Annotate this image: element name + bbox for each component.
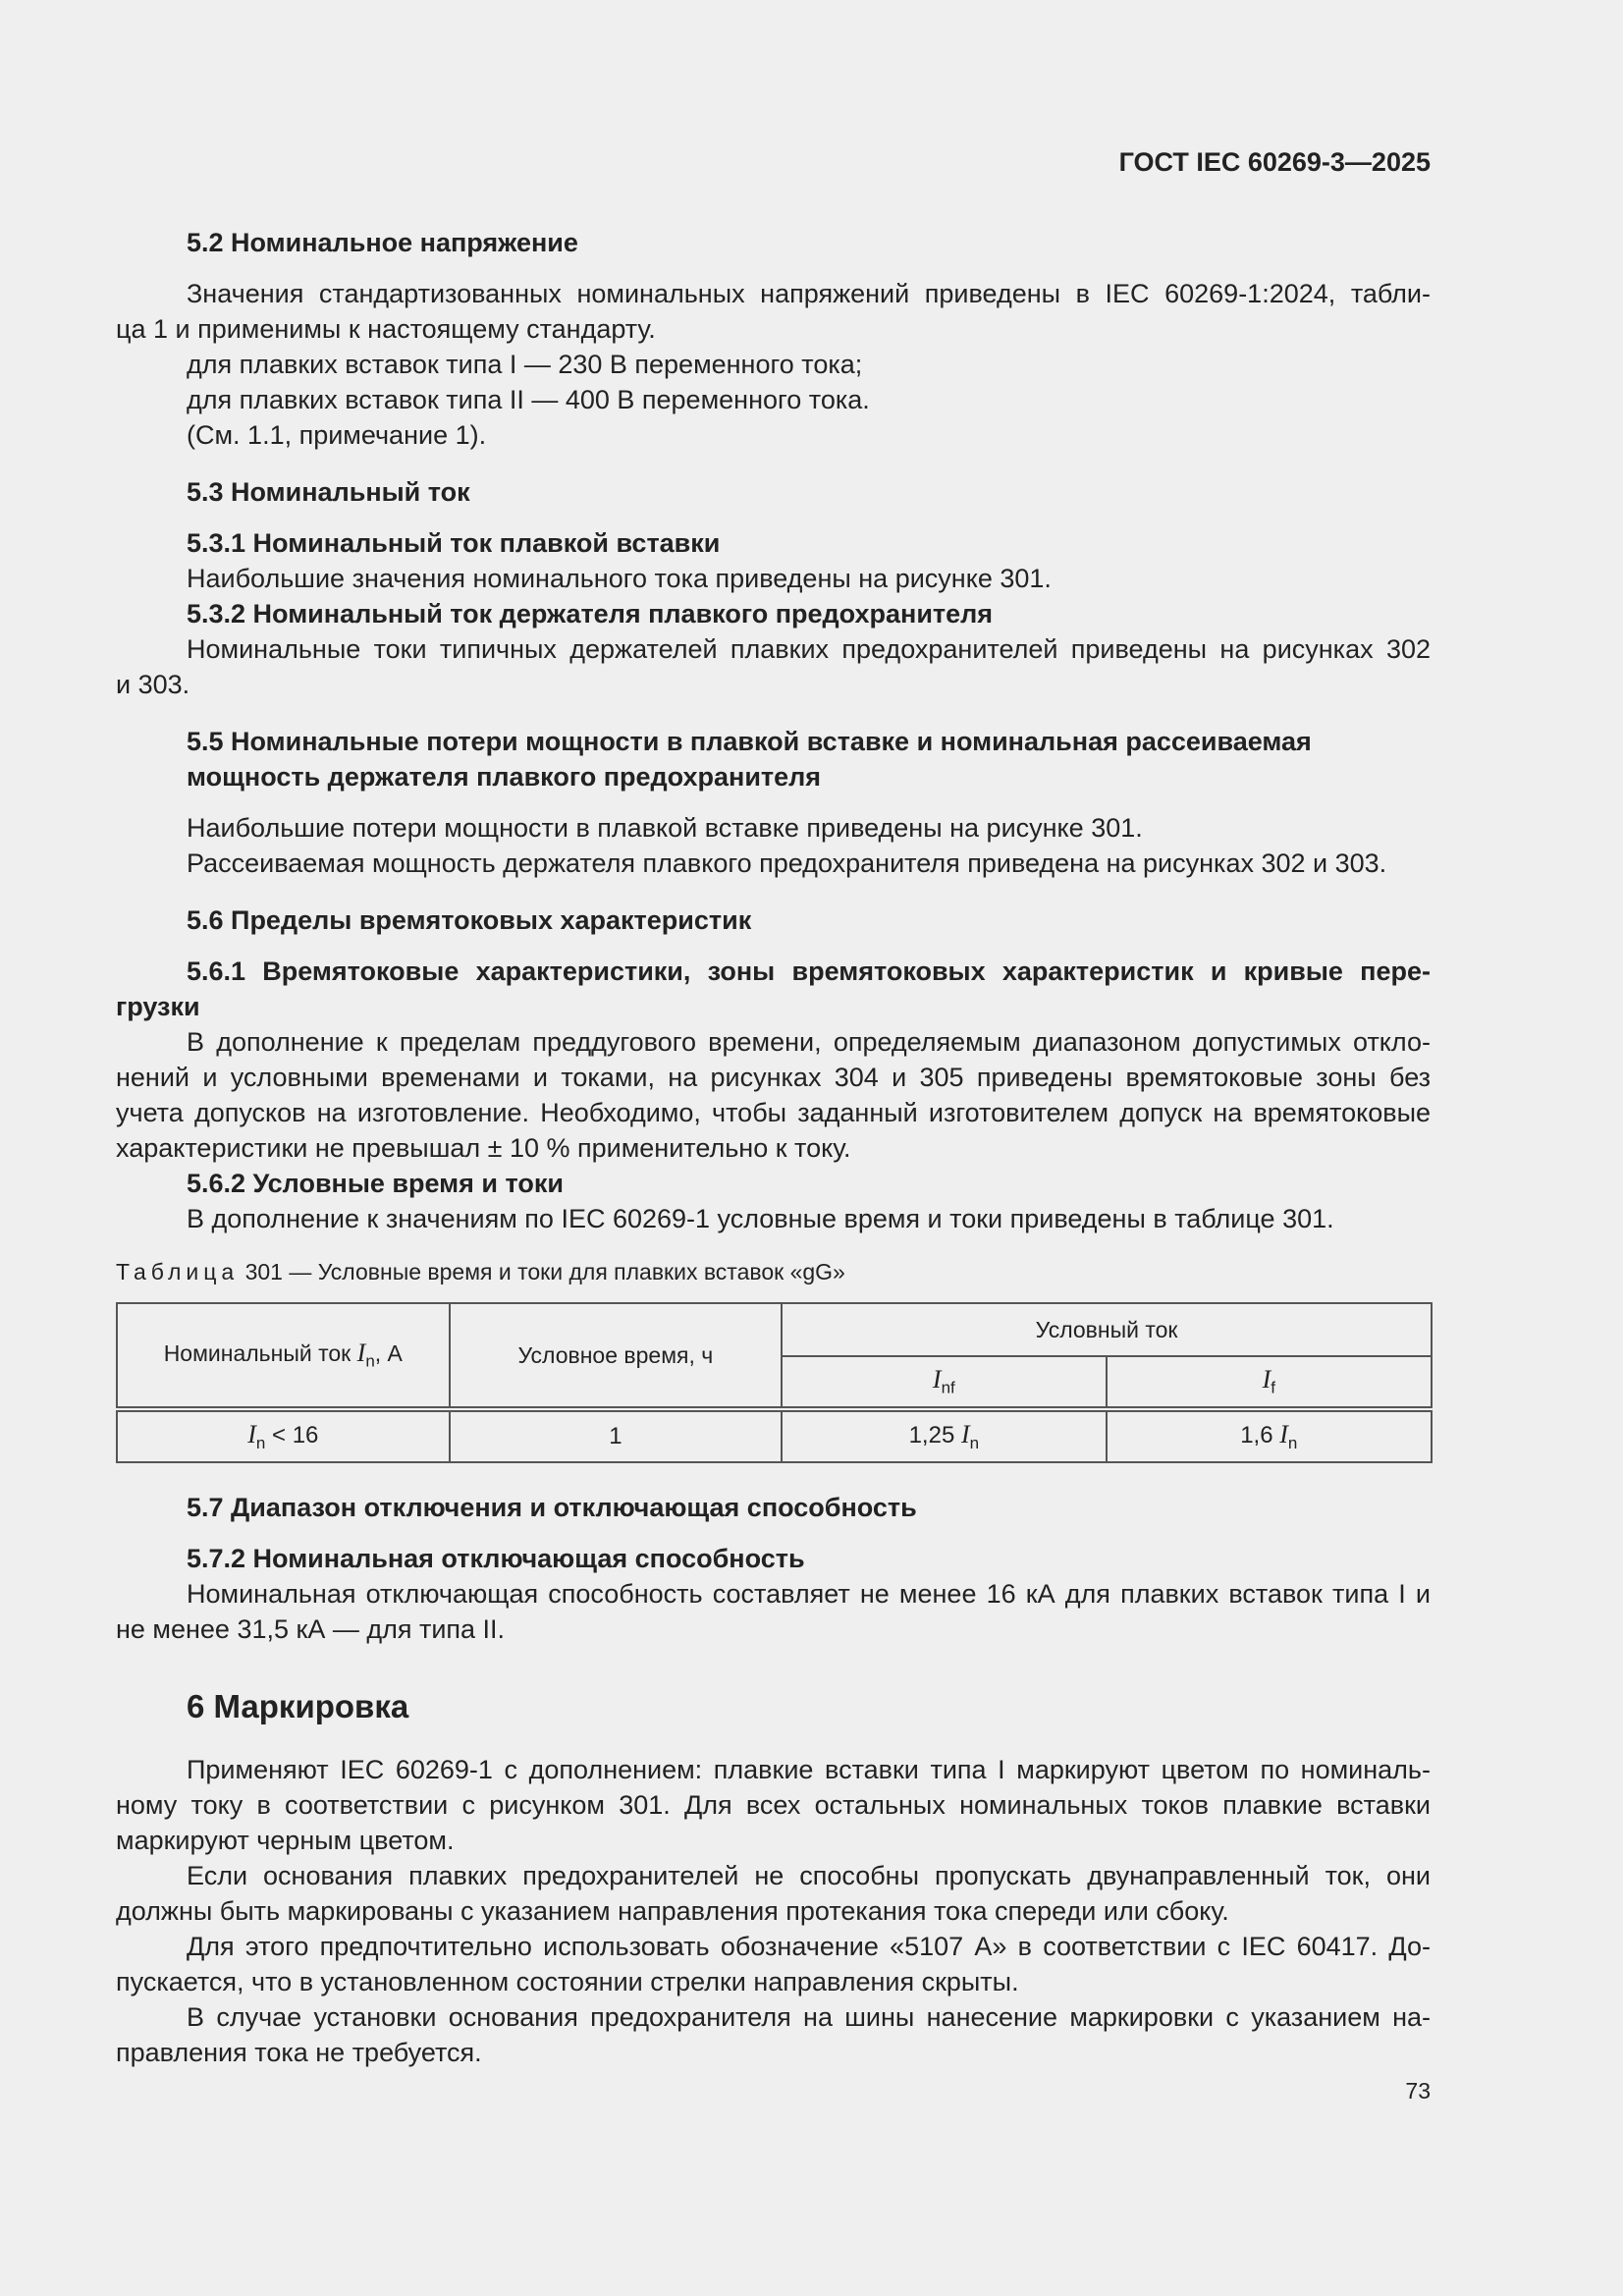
section-5-2-para-line1: Значения стандартизованных номинальных напряжений приведены в IEC 60269-1:2024, табли- bbox=[187, 279, 1431, 308]
cell-rated-current-value: < 16 bbox=[265, 1422, 319, 1449]
section-5-7-2-text-line1: Номинальная отключающая способность составляет не менее 16 кА для плавких вставок типа I и bbox=[187, 1579, 1431, 1609]
section-5-7-2-text-line2: не менее 31,5 кА — для типа II. bbox=[116, 1614, 506, 1644]
section-5-2-note: (См. 1.1, примечание 1). bbox=[187, 420, 487, 450]
page-number: 73 bbox=[1405, 2078, 1431, 2104]
section-5-5-title-line1: 5.5 Номинальные потери мощности в плавкой вставке и номинальная рассеиваемая bbox=[187, 727, 1312, 756]
section-5-5-text2: Рассеиваемая мощность держателя плавкого предохранителя приведена на рисунках 302 и 303. bbox=[187, 848, 1387, 878]
table-301 bbox=[116, 1302, 1433, 1463]
cell-time: 1 bbox=[450, 1409, 783, 1462]
header-conventional-time: Условное время, ч bbox=[450, 1303, 783, 1409]
cell-if-subscript: n bbox=[1287, 1433, 1298, 1452]
section-5-3-1-title: 5.3.1 Номинальный ток плавкой вставки bbox=[187, 528, 721, 558]
cell-rated-current-subscript: n bbox=[255, 1433, 266, 1452]
cell-if-symbol: I bbox=[1279, 1420, 1288, 1449]
section-6-p3-line2: пускается, что в установленном состоянии стрелки направления скрыты. bbox=[116, 1967, 1019, 1996]
section-5-7-title: 5.7 Диапазон отключения и отключающая способность bbox=[187, 1493, 917, 1522]
section-5-6-1-title-line1: 5.6.1 Времятоковые характеристики, зоны времятоковых характеристик и кривые пере- bbox=[187, 957, 1431, 986]
section-5-5-title-line2: мощность держателя плавкого предохранителя bbox=[187, 762, 822, 792]
section-5-6-2-text: В дополнение к значениям по IEC 60269-1 условные время и токи приведены в таблице 301. bbox=[187, 1204, 1334, 1233]
section-5-2-item2: для плавких вставок типа II — 400 В переменного тока. bbox=[187, 385, 870, 414]
section-5-6-2-title: 5.6.2 Условные время и токи bbox=[187, 1169, 564, 1198]
section-6-p1-line3: маркируют черным цветом. bbox=[116, 1826, 455, 1855]
header-rated-current-label: Номинальный ток bbox=[163, 1340, 357, 1367]
section-5-7-2-title: 5.7.2 Номинальная отключающая способность bbox=[187, 1544, 805, 1573]
table-caption-text: 301 — Условные время и токи для плавких вставок «gG» bbox=[244, 1259, 845, 1285]
header-conventional-current: Условный ток bbox=[782, 1303, 1432, 1356]
header-rated-current-symbol: I bbox=[356, 1339, 366, 1368]
section-6-p4-line2: правления тока не требуется. bbox=[116, 2038, 482, 2067]
section-5-6-1-text-line3: учета допусков на изготовление. Необходимо, чтобы заданный изготовителем допуск на времятоковые bbox=[116, 1098, 1431, 1127]
section-6-p2-line1: Если основания плавких предохранителей не способны пропускать двунаправленный ток, они bbox=[187, 1861, 1431, 1890]
header-inf-symbol: I bbox=[932, 1365, 942, 1394]
section-6-p4-line1: В случае установки основания предохранителя на шины нанесение маркировки с указанием на- bbox=[187, 2002, 1431, 2032]
section-5-6-1-title-line2: грузки bbox=[116, 992, 200, 1021]
table-caption-word: Таблица bbox=[116, 1259, 240, 1285]
cell-inf-subscript: n bbox=[969, 1433, 980, 1452]
section-5-2-item1: для плавких вставок типа I — 230 В переменного тока; bbox=[187, 350, 863, 379]
section-5-6-title: 5.6 Пределы времятоковых характеристик bbox=[187, 905, 752, 935]
section-6-title: 6 Маркировка bbox=[187, 1688, 409, 1724]
section-5-2-title: 5.2 Номинальное напряжение bbox=[187, 228, 578, 257]
header-if-symbol: I bbox=[1262, 1365, 1271, 1394]
header-rated-current bbox=[117, 1303, 450, 1409]
header-rated-current-unit: , А bbox=[374, 1340, 403, 1367]
section-5-6-1-text-line1: В дополнение к пределам преддугового времени, определяемым диапазоном допустимых откло- bbox=[187, 1027, 1431, 1057]
cell-rated-current-symbol: I bbox=[247, 1420, 256, 1449]
document-header: ГОСТ IEC 60269-3—2025 bbox=[1118, 147, 1431, 177]
header-inf-subscript: nf bbox=[941, 1378, 955, 1397]
cell-inf bbox=[782, 1409, 1106, 1462]
section-5-3-1-text: Наибольшие значения номинального тока приведены на рисунке 301. bbox=[187, 564, 1052, 593]
header-inf bbox=[782, 1356, 1106, 1409]
header-if-subscript: f bbox=[1271, 1378, 1275, 1397]
section-5-3-2-title: 5.3.2 Номинальный ток держателя плавкого предохранителя bbox=[187, 599, 994, 629]
section-5-3-2-text-line2: и 303. bbox=[116, 670, 190, 699]
section-5-2-para-line2: ца 1 и применимы к настоящему стандарту. bbox=[116, 314, 656, 344]
table-caption bbox=[116, 1257, 845, 1286]
table-row bbox=[117, 1409, 1432, 1462]
section-5-3-2-text-line1: Номинальные токи типичных держателей плавких предохранителей приведены на рисунках 302 bbox=[187, 634, 1431, 664]
section-5-3-title: 5.3 Номинальный ток bbox=[187, 477, 470, 507]
section-5-6-1-text-line2: нений и условными временами и токами, на рисунках 304 и 305 приведены времятоковые зоны без bbox=[116, 1063, 1431, 1092]
cell-inf-value: 1,25 bbox=[908, 1422, 961, 1449]
cell-if-value: 1,6 bbox=[1240, 1422, 1280, 1449]
section-6-p2-line2: должны быть маркированы с указанием направления протекания тока спереди или сбоку. bbox=[116, 1896, 1229, 1926]
section-6-p1-line2: ному току в соответствии с рисунком 301. Для всех остальных номинальных токов плавкие вставки bbox=[116, 1790, 1431, 1820]
section-6-p1-line1: Применяют IEC 60269-1 с дополнением: плавкие вставки типа I маркируют цветом по номиналь- bbox=[187, 1755, 1431, 1784]
cell-rated-current bbox=[117, 1409, 450, 1462]
cell-inf-symbol: I bbox=[960, 1420, 970, 1449]
section-5-5-text1: Наибольшие потери мощности в плавкой вставке приведены на рисунке 301. bbox=[187, 813, 1143, 843]
cell-if bbox=[1107, 1409, 1432, 1462]
header-rated-current-subscript: n bbox=[365, 1351, 375, 1371]
section-5-6-1-text-line4: характеристики не превышал ± 10 % применительно к току. bbox=[116, 1133, 851, 1163]
header-if bbox=[1107, 1356, 1432, 1409]
section-6-p3-line1: Для этого предпочтительно использовать обозначение «5107 А» в соответствии с IEC 60417. До- bbox=[187, 1932, 1431, 1961]
